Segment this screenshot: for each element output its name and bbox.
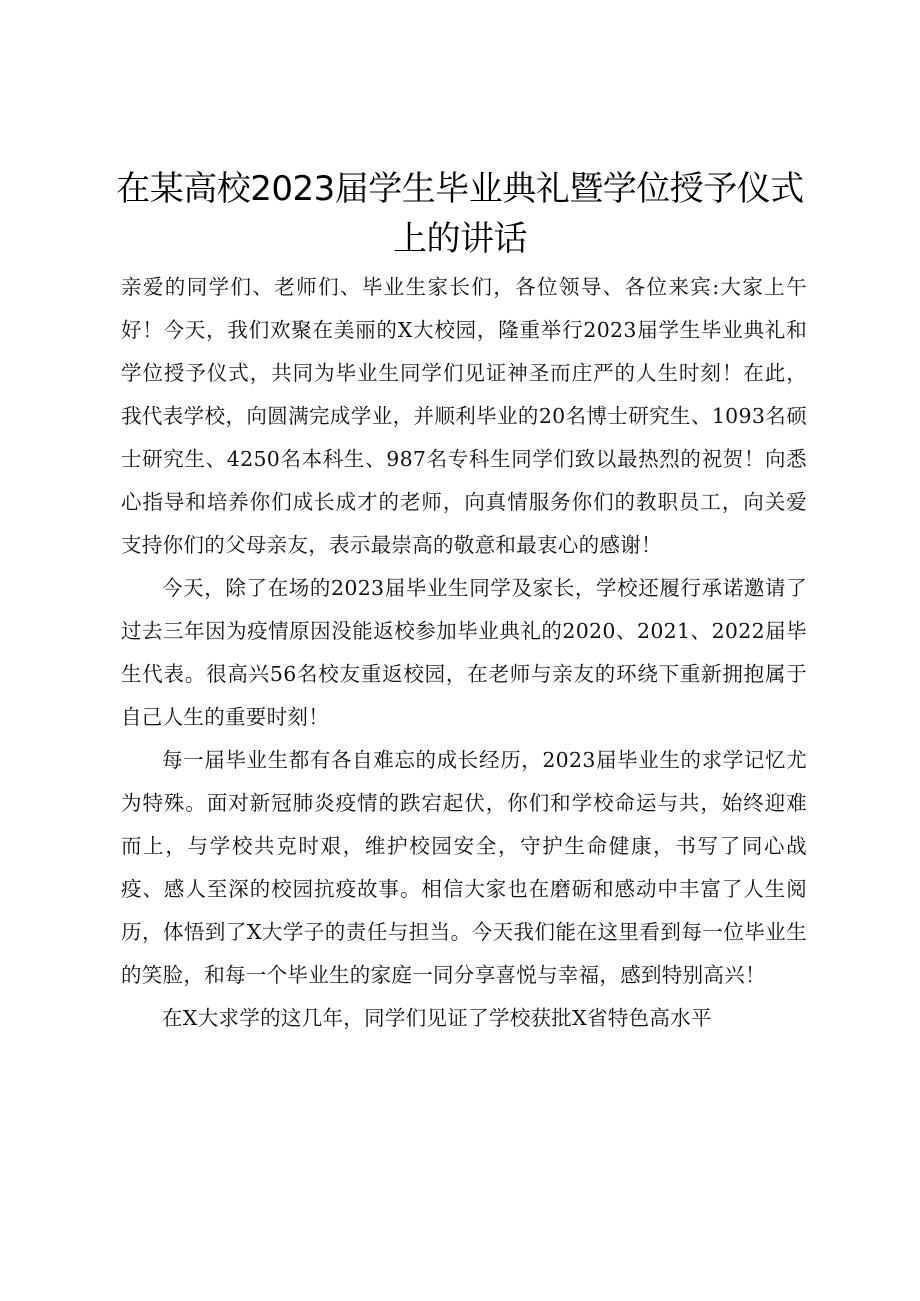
document-body: [121, 266, 807, 1040]
paragraph-greeting: 亲爱的同学们、老师们、毕业生家长们，各位领导、各位来宾:大家上午好！今天，我们欢聚在美丽的X大校园，隆重举行2023届学生毕业典礼和学位授予仪式，共同为毕业生同学们见证神圣而庄严的人生时刻！在此，我代表学校，向圆满完成学业，并顺利毕业的20名博士研究生、1093名硕士研究生、4250名本科生、987名专科生同学们致以最热烈的祝贺！向悉心指导和培养你们成长成才的老师，向真情服务你们的教职员工，向关爱支持你们的父母亲友，表示最崇高的敬意和最衷心的感谢！: [121, 275, 807, 557]
document-title: 在某高校2023届学生毕业典礼暨学位授予仪式上的讲话: [116, 169, 804, 259]
paragraph-achievements: 在X大求学的这几年，同学们见证了学校获批X省特色高水平: [162, 1006, 712, 1030]
paragraph-alumni: 今天，除了在场的2023届毕业生同学及家长，学校还履行承诺邀请了过去三年因为疫情原因没能返校参加毕业典礼的2020、2021、2022届毕生代表。很高兴56名校友重返校园，在老师与亲友的环绕下重新拥抱属于自己人生的重要时刻！: [121, 576, 807, 729]
paragraph-pandemic: 每一届毕业生都有各自难忘的成长经历，2023届毕业生的求学记忆尤为特殊。面对新冠肺炎疫情的跌宕起伏，你们和学校命运与共，始终迎难而上，与学校共克时艰，维护校园安全，守护生命健康，书写了同心战疫、感人至深的校园抗疫故事。相信大家也在磨砺和感动中丰富了人生阅历，体悟到了X大学子的责任与担当。今天我们能在这里看到每一位毕业生的笑脸，和每一个毕业生的家庭一同分享喜悦与幸福，感到特别高兴！: [121, 748, 807, 987]
